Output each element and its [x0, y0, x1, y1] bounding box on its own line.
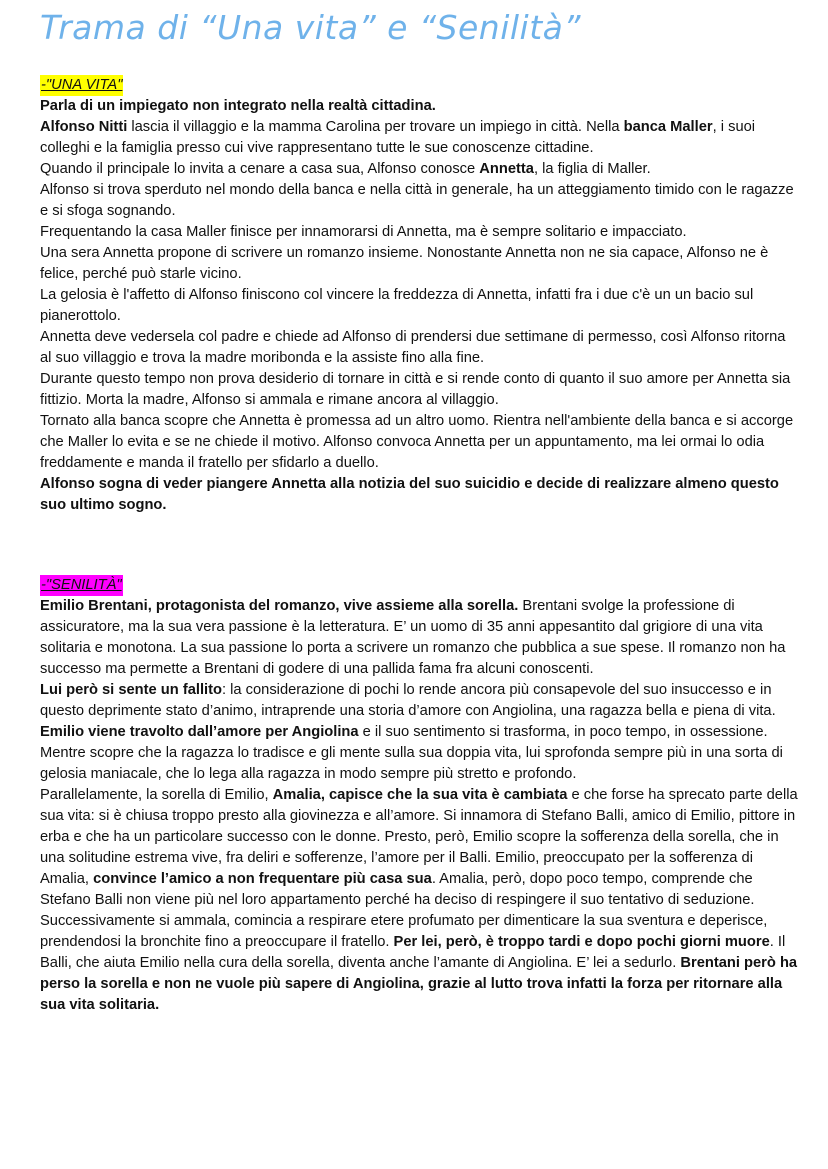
bold-text: Alfonso Nitti — [40, 119, 128, 135]
paragraph — [40, 117, 800, 159]
paragraph — [40, 474, 800, 516]
bold-text: Parla di un impiegato non integrato nella realtà cittadina. — [40, 98, 436, 114]
page-title: Trama di “Una vita” e “Senilità” — [40, 8, 581, 47]
text: Tornato alla banca scopre che Annetta è promessa ad un altro uomo. Rientra nell'ambiente della banca e si accorge che Maller lo evita e se ne chiede il motivo. Alfonso convoca Annetta per un appuntamento, ma lei ormai lo odia freddamente e manda il fratello per sfidarlo a duello. — [40, 413, 794, 471]
section-body-senilita — [40, 596, 800, 1016]
paragraph — [40, 785, 800, 1016]
text: . Il Balli, che aiuta Emilio nella cura della sorella, diventa anche l’amante di Angiolina. E’ lei a sedurlo. — [40, 934, 786, 971]
bold-text: convince l’amico a non frequentare più casa sua — [93, 871, 432, 887]
paragraph — [40, 411, 800, 474]
bold-text: Emilio Brentani, protagonista del romanzo, vive assieme alla sorella. — [40, 598, 519, 614]
text: : la considerazione di pochi lo rende ancora più consapevole del suo insuccesso e in questo deprimente stato d’animo, intraprende una storia d’amore con Angiolina, una ragazza bella e piena di vita. — [40, 682, 776, 719]
paragraph — [40, 596, 800, 680]
text: Parallelamente, la sorella di Emilio, — [40, 787, 273, 803]
paragraph — [40, 285, 800, 327]
text: La gelosia è l'affetto di Alfonso finiscono col vincere la freddezza di Annetta, infatti fra i due c'è un un bacio sul pianerottolo. — [40, 287, 754, 324]
paragraph — [40, 243, 800, 285]
bold-text: Amalia, capisce che la sua vita è cambiata — [272, 787, 568, 803]
bold-text: Lui però si sente un fallito — [40, 682, 222, 698]
bold-text: Emilio viene travolto dall’amore per Angiolina — [40, 724, 359, 740]
text: e il suo sentimento si trasforma, in poco tempo, in ossessione. Mentre scopre che la ragazza lo tradisce e gli mente sulla sua doppia vita, lui sprofonda sempre più in una sorta di gelosia maniacale, che lo lega alla ragazza in modo sempre più stretto e profondo. — [40, 724, 783, 782]
section-heading-senilita: -"SENILITÀ" — [40, 575, 123, 596]
text: Durante questo tempo non prova desiderio di tornare in città e si rende conto di quanto il suo amore per Annetta sia fittizio. Morta la madre, Alfonso si ammala e rimane ancora al villaggio. — [40, 371, 791, 408]
text: Quando il principale lo invita a cenare a casa sua, Alfonso conosce — [40, 161, 480, 177]
section-body-una-vita — [40, 96, 800, 516]
paragraph — [40, 680, 800, 785]
text: Annetta deve vedersela col padre e chiede ad Alfonso di prendersi due settimane di permesso, così Alfonso ritorna al suo villaggio e trova la madre moribonda e la assiste fino alla fine. — [40, 329, 786, 366]
paragraph — [40, 369, 800, 411]
section-heading-una-vita: -"UNA VITA" — [40, 75, 123, 96]
text: Frequentando la casa Maller finisce per innamorarsi di Annetta, ma è sempre solitario e impacciato. — [40, 224, 687, 240]
section-senilita — [40, 575, 800, 1016]
paragraph — [40, 159, 800, 180]
paragraph — [40, 96, 800, 117]
bold-text: Per lei, però, è troppo tardi e dopo pochi giorni muore — [393, 934, 770, 950]
paragraph — [40, 180, 800, 222]
text: Una sera Annetta propone di scrivere un romanzo insieme. Nonostante Annetta non ne sia capace, Alfonso ne è felice, perché può starle vicino. — [40, 245, 769, 282]
text: e che forse ha sprecato parte della sua vita: si è chiusa troppo presto alla giovinezza e all’amore. Si innamora di Stefano Balli, amico di Emilio, pittore in erba e che ha un particolare successo con le donne. Presto, però, Emilio scopre la sofferenza della sorella, che in una solitudine estrema vive, fra deliri e sofferenze, l’amore per il Balli. Emilio, preoccupato per la sofferenza di Amalia, — [40, 787, 798, 887]
text: . Amalia, però, dopo poco tempo, comprende che Stefano Balli non viene più nel loro appartamento perché ha deciso di respingere il suo tentativo di seduzione. Successivamente si ammala, comincia a respirare etere profumato per dimenticare la sua sventura e deperisce, prendendosi la bronchite fino a preoccupare il fratello. — [40, 871, 768, 950]
text: , la figlia di Maller. — [533, 161, 651, 177]
bold-text: Annetta — [479, 161, 534, 177]
text: lascia il villaggio e la mamma Carolina per trovare un impiego in città. Nella — [127, 119, 624, 135]
text: , i suoi colleghi e la famiglia presso cui vive rappresentano tutte le sue conoscenze cittadine. — [40, 119, 756, 156]
paragraph — [40, 327, 800, 369]
text: Brentani svolge la professione di assicuratore, ma la sua vera passione è la letteratura. E’ un uomo di 35 anni appesantito dal grigiore di una vita solitaria e monotona. La sua passione lo porta a scrivere un romanzo che pubblica a sue spese. Il romanzo non ha successo ma permette a Brentani di godere di una pallida fama fra alcuni conoscenti. — [40, 598, 786, 677]
section-una-vita — [40, 75, 800, 516]
bold-text: Alfonso sogna di veder piangere Annetta alla notizia del suo suicidio e decide di realizzare almeno questo suo ultimo sogno. — [40, 476, 779, 513]
text: Alfonso si trova sperduto nel mondo della banca e nella città in generale, ha un atteggiamento timido con le ragazze e si sfoga sognando. — [40, 182, 794, 219]
bold-text: banca Maller — [623, 119, 713, 135]
bold-text: Brentani però ha perso la sorella e non ne vuole più sapere di Angiolina, grazie al lutto trova infatti la forza per ritornare alla sua vita solitaria. — [40, 955, 798, 1013]
paragraph — [40, 222, 800, 243]
